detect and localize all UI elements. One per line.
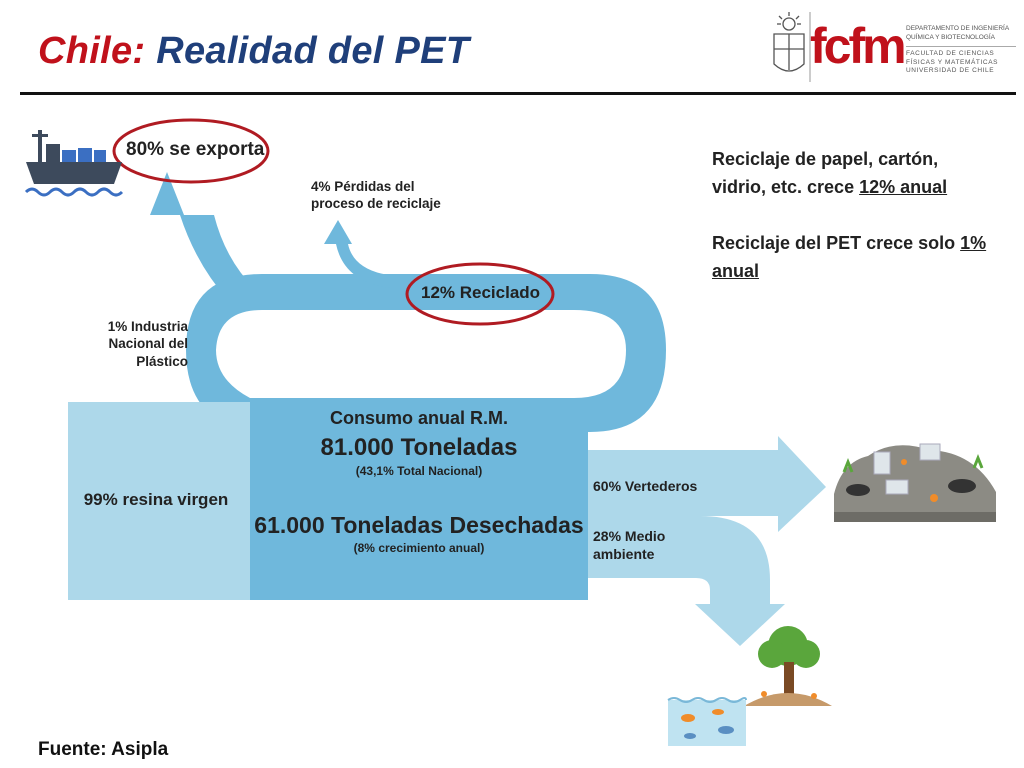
waste-note: (8% crecimiento anual) <box>353 541 485 555</box>
source-citation: Fuente: Asipla <box>38 739 169 760</box>
industry-line1: 1% Industria <box>107 319 188 334</box>
recycled-label: 12% Reciclado <box>421 283 541 302</box>
water-fish-icon <box>668 698 746 746</box>
paper-note-prefix: vidrio, etc. crece <box>712 177 860 197</box>
industry-label <box>100 318 188 370</box>
logo-faculty-line2: FÍSICAS Y MATEMÁTICAS <box>906 58 999 66</box>
logo-faculty-line1: FACULTAD DE CIENCIAS <box>906 50 995 57</box>
pet-note-prefix: Reciclaje del PET crece solo <box>712 233 961 253</box>
environment-label <box>593 528 665 564</box>
environment-line2: ambiente <box>593 545 655 562</box>
environment-line1: 28% Medio <box>593 528 666 544</box>
paper-note-line2 <box>712 173 986 201</box>
consumption-block <box>250 402 588 600</box>
landfill-icon <box>834 444 996 522</box>
logo-dept-line2: QUÍMICA Y BIOTECNOLOGÍA <box>906 33 995 41</box>
logo-dept-line1: DEPARTAMENTO DE INGENIERÍA <box>906 25 1010 32</box>
export-label: 80% se exporta <box>126 139 265 160</box>
logo-acronym: fcfm <box>810 18 904 74</box>
pet-growth-value: 1% <box>960 233 987 253</box>
side-notes <box>712 145 986 285</box>
industry-line2: Nacional del <box>108 336 188 352</box>
ship-icon <box>26 130 122 195</box>
landfill-label: 60% Vertederos <box>593 478 698 494</box>
virgin-resin-label: 99% resina virgen <box>83 490 229 509</box>
pet-note-line1 <box>712 229 986 257</box>
losses-line1: 4% Pérdidas del <box>311 179 415 194</box>
pet-note-line2: anual <box>712 261 760 281</box>
recycling-losses-label <box>311 178 441 213</box>
title-topic: Realidad del PET <box>156 30 470 72</box>
industry-line3: Plástico <box>136 353 188 369</box>
title-country: Chile: <box>38 30 146 72</box>
paper-note-line1: Reciclaje de papel, cartón, <box>712 149 939 169</box>
paper-growth-value: 12% anual <box>859 177 948 197</box>
consumption-value: 81.000 Toneladas <box>320 434 518 461</box>
consumption-title: Consumo anual R.M. <box>329 408 508 428</box>
consumption-note: (43,1% Total Nacional) <box>355 464 483 478</box>
logo-faculty-line3: UNIVERSIDAD DE CHILE <box>906 67 995 74</box>
waste-value: 61.000 Toneladas Desechadas <box>254 512 584 538</box>
losses-line2: proceso de reciclaje <box>311 196 441 212</box>
island-tree-icon <box>744 626 832 706</box>
